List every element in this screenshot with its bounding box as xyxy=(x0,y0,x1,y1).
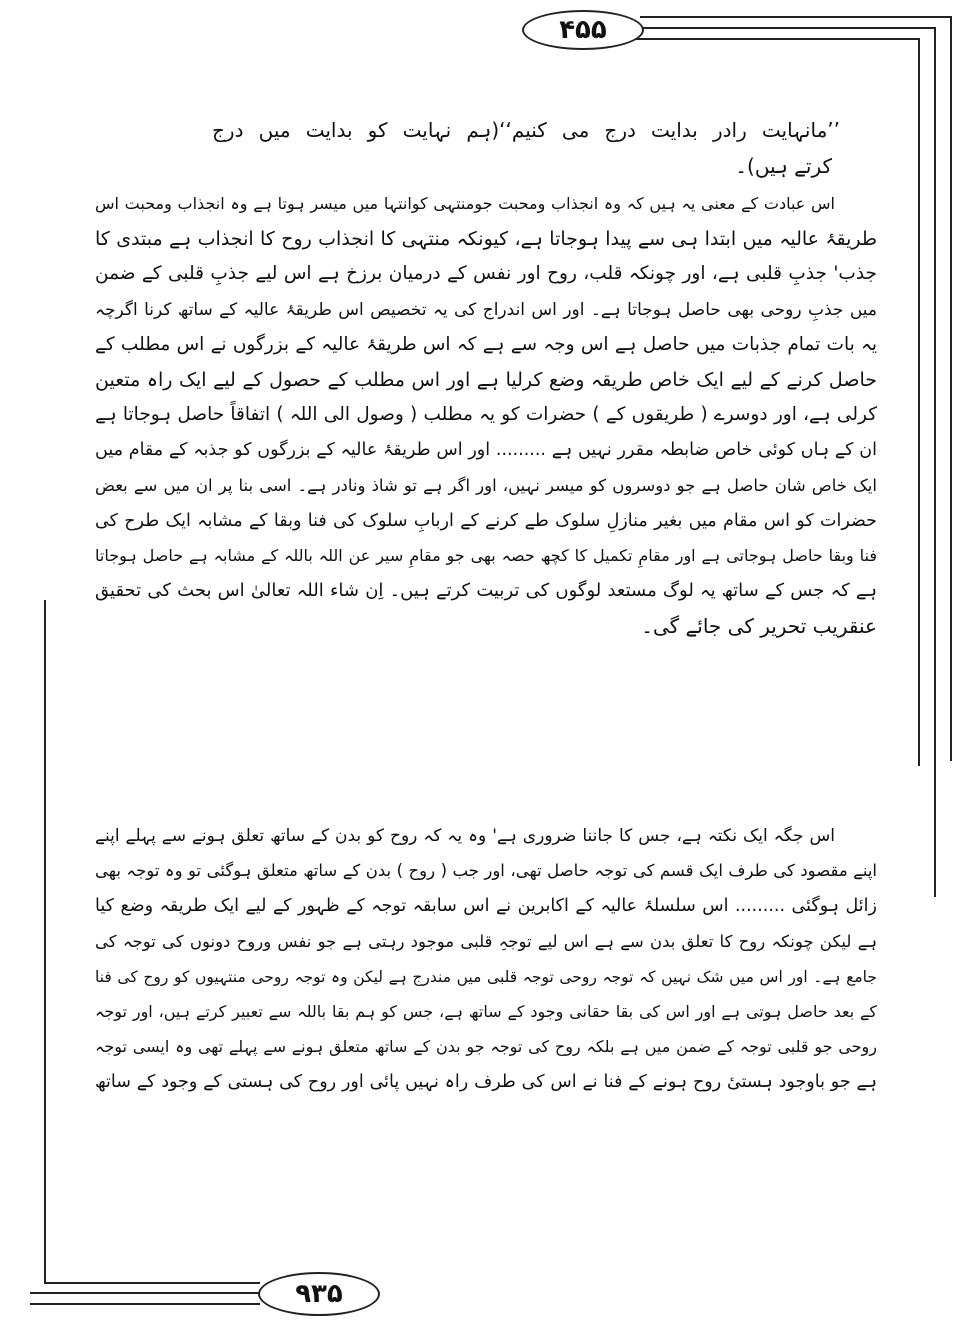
frame-rule-bottom-2 xyxy=(30,1292,260,1294)
frame-rule-top-1 xyxy=(640,16,952,18)
text-line: یہ بات تمام جذبات میں حاصل ہے اس وجہ سے ہے کہ اس طریقۂ عالیہ کے بزرگوں نے اس مطلب کے xyxy=(95,333,877,355)
frame-rule-right-3 xyxy=(918,38,920,766)
text-line: میں جذبِ روحی بھی حاصل ہوجاتا ہے۔ اور اس اندراج کی یہ تخصیص اس طریقۂ عالیہ کے ساتھ کرنا اگرچہ xyxy=(95,299,877,320)
text-line: کے بعد حاصل ہوتی ہے اور اس کی بقا حقانی وجود کے ساتھ ہے، جس کو ہم بقا باللہ سے تعبیر کرتے ہیں، اور توجہ xyxy=(95,1002,877,1021)
text-line: طریقۂ عالیہ میں ابتدا ہی سے پیدا ہوجاتا ہے، کیونکہ منتہی کا انجذاب روح کا انجذاب ہے مبتدی کا xyxy=(95,228,877,251)
frame-rule-top-2 xyxy=(640,27,936,29)
text-line: زائل ہوگئی ......... اس سلسلۂ عالیہ کے اکابرین نے اس سابقہ توجہ کے ظہور کے لیے ایک طریقہ وضع کیا xyxy=(95,896,877,917)
text-line: جذب' جذبِ قلبی ہے، اور چونکہ قلب، روح اور نفس کے درمیان برزخ ہے اس لیے جذبِ قلبی کے ضمن xyxy=(95,263,877,285)
frame-rule-right-2 xyxy=(934,27,936,897)
frame-rule-bottom-3 xyxy=(30,1303,260,1305)
text-line: حاصل کرنے کے لیے ایک خاص طریقہ وضع کرلیا ہے اور اس مطلب کے حصول کے لیے ایک راہ متعین xyxy=(95,369,877,391)
text-line: روحی جو قلبی توجہ کے ضمن میں ہے بلکہ روح کی توجہ جو بدن کے ساتھ متعلق ہونے سے پہلے تھی وہ ایسی توجہ xyxy=(95,1037,877,1057)
frame-rule-bottom-1 xyxy=(44,1282,260,1284)
text-line: ہے لیکن چونکہ روح کا تعلق بدن سے ہے اس لیے توجہِ قلبی موجود رہتی ہے جو نفس وروح دونوں کی توجہ کی xyxy=(95,931,877,951)
text-line: ان کے ہاں کوئی خاص ضابطہ مقرر نہیں ہے ......... اور اس طریقۂ عالیہ کے بزرگوں کو جذبہ کے مقام میں xyxy=(95,440,877,461)
text-line: حضرات کو اس مقام میں بغیر منازلِ سلوک طے کرنے کے اربابِ سلوک کی فنا وبقا کے مشابہ ایک طرح کی xyxy=(95,510,877,531)
frame-rule-left-1 xyxy=(44,600,46,1284)
frame-rule-top-3 xyxy=(636,38,920,40)
text-line: اس عبادت کے معنی یہ ہیں کہ وہ انجذاب ومحبت جومنتہی کوانتہا میں میسر ہوتا ہے وہ انجذاب ومحبت اس xyxy=(95,194,835,213)
frame-rule-right-1 xyxy=(950,16,952,761)
text-line: اس جگہ ایک نکتہ ہے، جس کا جاننا ضروری ہے' وہ یہ کہ روح کو بدن کے ساتھ تعلق ہونے سے پہلے اپنے xyxy=(95,826,835,846)
quote-line: کرتے ہیں)۔ xyxy=(735,154,832,178)
page-number-bottom: ۹۳۵ xyxy=(258,1272,380,1316)
text-line: ایک خاص شان حاصل ہے جو دوسروں کو میسر نہیں، اور اگر ہے تو شاذ ونادر ہے۔ اسی بنا پر ان میں سے بعض xyxy=(95,475,877,495)
text-line: کرلی ہے، اور دوسرے ( طریقوں کے ) حضرات کو یہ مطلب ( وصول الی اللہ ) اتفاقاً حاصل ہوجاتا ہے xyxy=(95,404,877,426)
text-line: ہے جو باوجود ہستیٔ روح ہونے کے فنا نے اس کی طرف راہ نہیں پائی اور روح کی ہستی کے وجود کے ساتھ xyxy=(95,1072,877,1093)
text-line: جامع ہے۔ اور اس میں شک نہیں کہ توجہ روحی توجہ قلبی میں مندرج ہے لیکن وہ توجہ روحی منتہیوں کو روح کی فنا xyxy=(95,967,877,986)
page-number-top: ۴۵۵ xyxy=(522,10,644,50)
quote-line: ’’مانہایت رادر بدایت درج می کنیم‘‘(ہم نہایت کو بدایت میں درج xyxy=(212,118,840,142)
text-line: فنا وبقا حاصل ہوجاتی ہے اور مقامِ تکمیل کا کچھ حصہ بھی جو مقامِ سیر عن اللہ باللہ کے مشابہ ہے حاصل ہوجاتا xyxy=(95,546,877,565)
text-line: عنقریب تحریر کی جائے گی۔ xyxy=(641,614,877,639)
text-line: ہے کہ جس کے ساتھ یہ لوگ مستعد لوگوں کی تربیت کرتے ہیں۔ اِن شاء اللہ تعالیٰ اس بحث کی تحقیق xyxy=(95,580,877,602)
text-line: اپنے مقصود کی طرف ایک قسم کی توجہ حاصل تھی، اور جب ( روح ) بدن کے ساتھ متعلق ہوگئی تو وہ توجہ بھی xyxy=(95,861,877,881)
